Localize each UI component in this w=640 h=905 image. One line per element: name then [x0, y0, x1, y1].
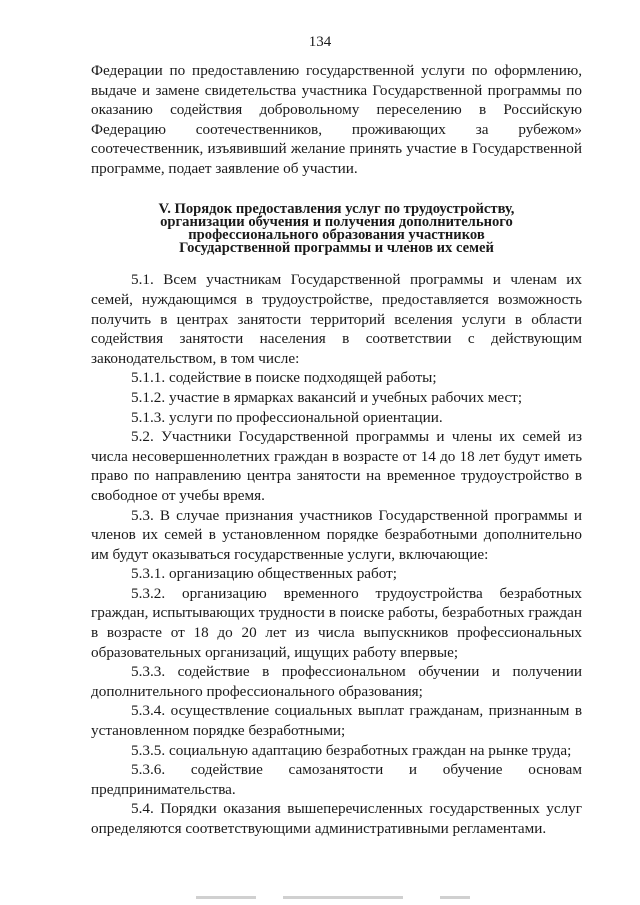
paragraph-5-3-1: 5.3.1. организацию общественных работ;: [131, 565, 398, 583]
section-heading-line: профессионального образования участников: [188, 226, 485, 243]
section-heading: [91, 200, 582, 257]
paragraph-5-3-4: 5.3.4. осуществление социальных выплат гражданам, признанным в установленном порядке безработными;: [91, 702, 582, 740]
scan-artifact: [196, 896, 256, 899]
paragraph-5-2: 5.2. Участники Государственной программы и члены их семей из числа несовершеннолетних граждан в возрасте от 14 до 18 лет будут иметь право по направлению центра занятости на временное трудоустройство в свободное от учебы время.: [91, 428, 582, 504]
paragraph-5-3-3: 5.3.3. содействие в профессиональном обучении и получении дополнительного профессионального образования;: [91, 663, 582, 700]
page-number: 134: [308, 34, 332, 50]
paragraph-5-3: 5.3. В случае признания участников Государственной программы и членов их семей в установленном порядке безработными дополнительно им будут оказываться государственные услуги, включающие:: [91, 506, 582, 563]
section-heading-line: организации обучения и получения дополнительного: [160, 213, 513, 230]
section-heading-line: Государственной программы и членов их семей: [179, 240, 494, 257]
paragraph-5-3-5: 5.3.5. социальную адаптацию безработных граждан на рынке труда;: [131, 741, 572, 759]
intro-paragraph: Федерации по предоставлению государственной услуги по оформлению, выдаче и замене свидетельства участника Государственной программы по оказанию содействия добровольному переселению в Российскую Федерацию соотечественников, проживающих за рубежом» соотечественник, изъявивший желание принять участие в Государственной программе, подает заявление об участии.: [91, 62, 582, 177]
paragraph-5-1-2: 5.1.2. участие в ярмарках вакансий и учебных рабочих мест;: [131, 388, 523, 406]
paragraph-5-1-1: 5.1.1. содействие в поиске подходящей работы;: [131, 369, 437, 387]
paragraph-5-1: 5.1. Всем участникам Государственной программы и членам их семей, нуждающимся в трудоустройстве, предоставляется возможность получить в центрах занятости территорий вселения услуги в области содействия занятости населения в соответствии с действующим законодательством, в том числе:: [91, 271, 582, 367]
paragraph-5-3-6: 5.3.6. содействие самозанятости и обучение основам предпринимательства.: [91, 761, 582, 798]
section-heading-line: V. Порядок предоставления услуг по трудоустройству,: [158, 200, 515, 217]
document-body: [91, 61, 582, 839]
paragraph-5-1-3: 5.1.3. услуги по профессиональной ориентации.: [131, 408, 443, 426]
paragraph-5-4: 5.4. Порядки оказания вышеперечисленных государственных услуг определяются соответствующими административными регламентами.: [91, 800, 582, 837]
scan-artifact: [283, 896, 403, 899]
paragraph-5-3-2: 5.3.2. организацию временного трудоустройства безработных граждан, испытывающих трудности в поиске работы, безработных граждан в возрасте от 18 до 20 лет из числа выпускников профессиональных образовательных организаций, ищущих работу впервые;: [91, 584, 582, 661]
scan-artifact: [440, 896, 470, 899]
